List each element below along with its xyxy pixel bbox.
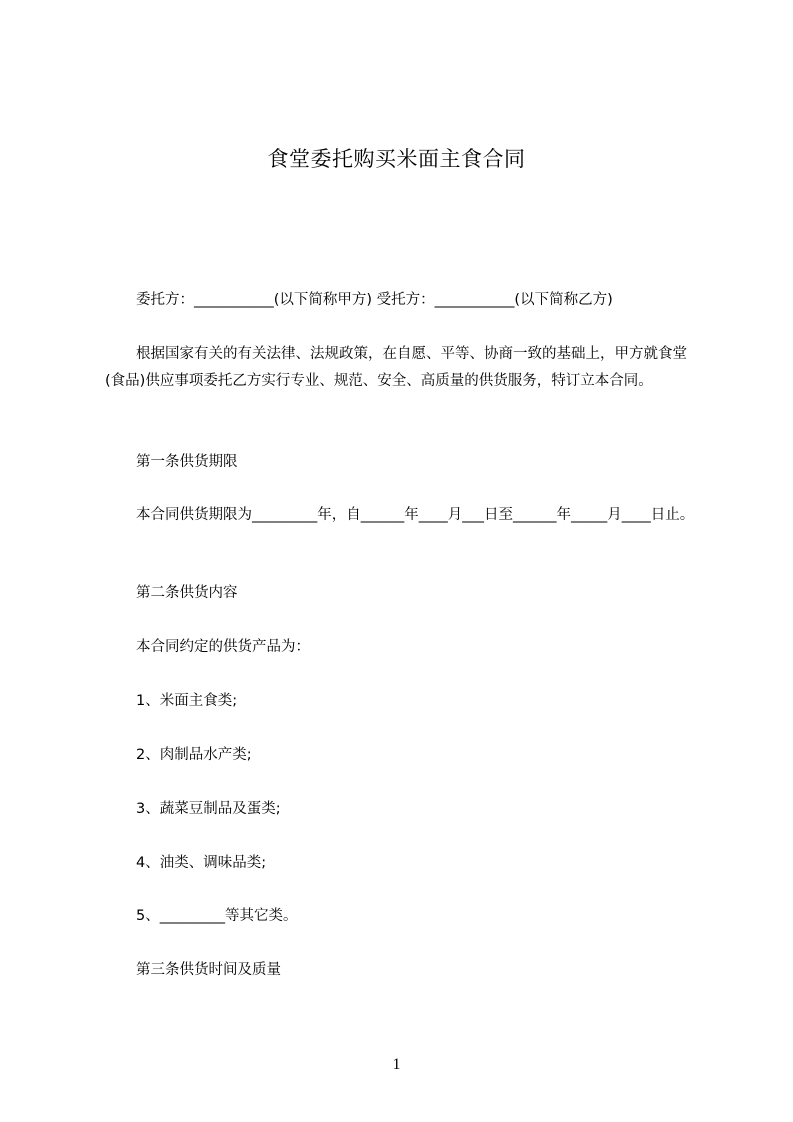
list-item: 4、油类、调味品类; (136, 855, 267, 871)
article1-text: 本合同供货期限为_________年，自______年____月___日至______年_____月____日止。 (136, 507, 695, 523)
parties-line: 委托方：___________(以下简称甲方) 受托方：___________(以下简称乙方) (136, 292, 613, 308)
list-item: 1、米面主食类; (136, 693, 238, 709)
document-title: 食堂委托购买米面主食合同 (267, 147, 526, 171)
list-item: 5、_________等其它类。 (136, 908, 298, 924)
list-item: 2、肉制品水产类; (136, 747, 252, 763)
article3-heading: 第三条供货时间及质量 (136, 962, 281, 978)
article1-heading: 第一条供货期限 (136, 454, 238, 470)
preamble-paragraph: 根据国家有关的有关法律、法规政策，在自愿、平等、协商一致的基础上，甲方就食堂(食品)供应事项委托乙方实行专业、规范、安全、高质量的供货服务，特订立本合同。 (105, 346, 687, 389)
page-number: 1 (392, 1056, 401, 1073)
article2-intro: 本合同约定的供货产品为： (136, 639, 310, 655)
article2-heading: 第二条供货内容 (136, 585, 238, 601)
list-item: 3、蔬菜豆制品及蛋类; (136, 801, 281, 817)
